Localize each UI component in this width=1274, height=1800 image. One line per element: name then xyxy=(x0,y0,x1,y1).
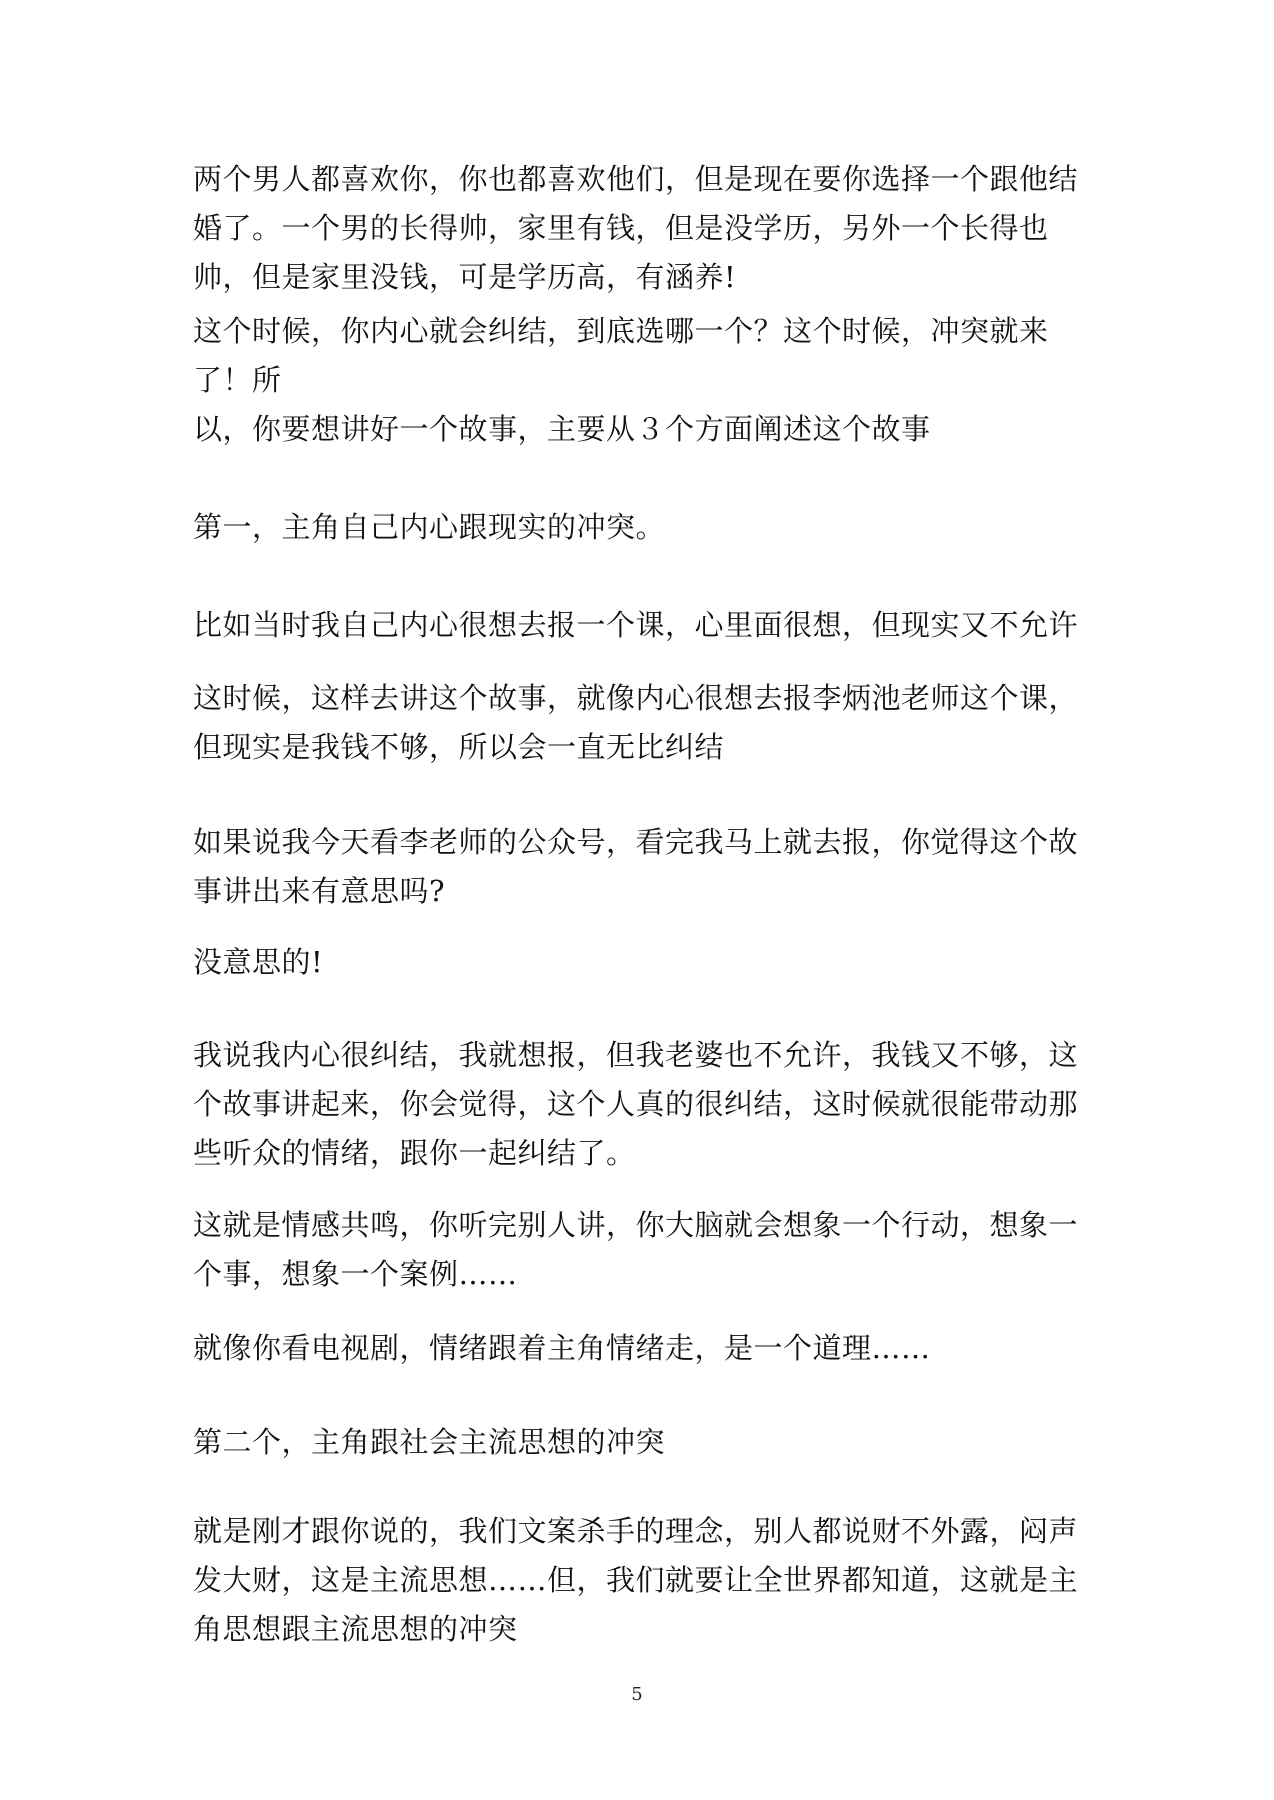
paragraph-8: 没意思的! xyxy=(193,945,324,979)
paragraph-4: 第一，主角自己内心跟现实的冲突。 xyxy=(193,510,666,544)
paragraph-9: 我说我内心很纠结，我就想报，但我老婆也不允许，我钱又不够，这个故事讲起来，你会觉得，这个人真的很纠结，这时候就很能带动那些听众的情绪，跟你一起纠结了。 xyxy=(193,1038,1079,1170)
paragraph-12: 第二个，主角跟社会主流思想的冲突 xyxy=(193,1425,666,1459)
page-number: 5 xyxy=(631,1684,643,1705)
paragraph-13: 就是刚才跟你说的，我们文案杀手的理念，别人都说财不外露，闷声发大财，这是主流思想……但，我们就要让全世界都知道，这就是主角思想跟主流思想的冲突 xyxy=(193,1514,1079,1646)
paragraph-2: 这个时候，你内心就会纠结，到底选哪一个？这个时候，冲突就来了！所 xyxy=(193,314,1049,397)
paragraph-3: 以，你要想讲好一个故事，主要从３个方面阐述这个故事 xyxy=(193,412,931,446)
paragraph-1: 两个男人都喜欢你，你也都喜欢他们，但是现在要你选择一个跟他结婚了。一个男的长得帅，家里有钱，但是没学历，另外一个长得也帅，但是家里没钱，可是学历高，有涵养! xyxy=(193,162,1079,294)
paragraph-6: 这时候，这样去讲这个故事，就像内心很想去报李炳池老师这个课，但现实是我钱不够，所以会一直无比纠结 xyxy=(193,681,1079,764)
paragraph-10: 这就是情感共鸣，你听完别人讲，你大脑就会想象一个行动，想象一个事，想象一个案例…… xyxy=(193,1208,1079,1291)
paragraph-7: 如果说我今天看李老师的公众号，看完我马上就去报，你觉得这个故事讲出来有意思吗? xyxy=(193,825,1079,908)
paragraph-11: 就像你看电视剧，情绪跟着主角情绪走，是一个道理…… xyxy=(193,1331,931,1365)
paragraph-5: 比如当时我自己内心很想去报一个课，心里面很想，但现实又不允许 xyxy=(193,608,1079,642)
